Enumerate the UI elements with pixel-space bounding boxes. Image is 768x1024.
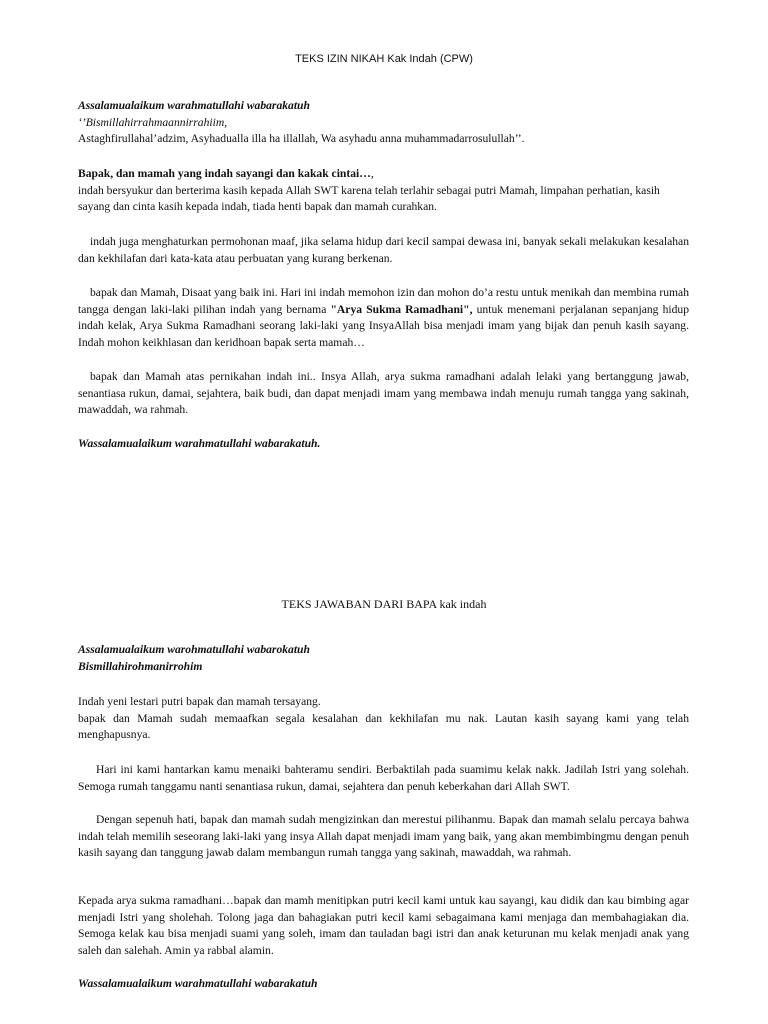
groom-name: "Arya Sukma Ramadhani",: [330, 302, 473, 316]
letter-paragraph-1: indah bersyukur dan berterima kasih kepada Allah SWT karena telah terlahir sebagai putri Mamah, limpahan perhatian, kasih sayang dan cinta kasih kepada indah, tiada henti bapak dan mamah curahkan.: [78, 183, 660, 213]
letter-paragraph-4: bapak dan Mamah atas pernikahan indah ini.. Insya Allah, arya sukma ramadhani adalah lelaki yang bertanggung jawab, senantiasa rukun, damai, sejahtera, baik budi, dan dapat menjadi imam yang membawa indah menuju rumah tangga yang sakinah, mawaddah, wa rahmah.: [78, 370, 689, 416]
letter-address: [78, 166, 689, 183]
reply-basmalah: Bismillahirohmanirrohim: [78, 659, 203, 673]
letter-greeting: Assalamualaikum warahmatullahi wabarakatuh: [78, 99, 310, 112]
letter-closing: Wassalamualaikum warahmatullahi wabarakatuh.: [78, 437, 321, 450]
letter-paragraph-3: [78, 285, 689, 351]
letter-title: TEKS IZIN NIKAH Kak Indah (CPW): [295, 53, 473, 65]
reply-paragraph-2: Hari ini kami hantarkan kamu menaiki bahteramu sendiri. Berbaktilah pada suamimu kelak nakk. Jadilah Istri yang solehah. Semoga rumah tanggamu nanti senantiasa rukun, damai, sejahtera dan penuh keberkahan dari Allah SWT.: [78, 763, 689, 793]
reply-paragraph-3: Dengan sepenuh hati, bapak dan mamah sudah mengizinkan dan merestui pilihanmu. Bapak dan mamah selalu percaya bahwa indah telah memilih seseorang laki-laki yang insya Allah dapat menjadi imam yang baik, yang akan membimbingmu dengan penuh kasih sayang dan tanggung jawab dalam membangun rumah tangga yang sakinah, mawaddah, wa rahmah.: [78, 813, 689, 859]
letter-address-tail: ,: [370, 167, 374, 180]
reply-paragraph-1-line-1: Indah yeni lestari putri bapak dan mamah tersayang.: [78, 695, 321, 708]
reply-paragraph-4: Kepada arya sukma ramadhani…bapak dan mamh menitipkan putri kecil kami untuk kau sayangi, kau didik dan kau bimbing agar menjadi Istri yang sholehah. Tolong jaga dan bahagiakan putri kecil kami sebagaimana kami menjaga dan membahagiakan dia. Semoga kelak kau bisa menjadi suami yang soleh, imam dan tauladan bagi istri dan anak keturunan mu kelak menjadi anak yang saleh dan salehah. Amin ya rabbal alamin.: [78, 894, 689, 957]
letter-istighfar: Astaghfirullahal’adzim, Asyhadualla illa ha illallah, Wa asyhadu anna muhammadarrosulullah’’.: [78, 132, 525, 145]
reply-opening: [78, 642, 689, 675]
letter-address-block: [78, 166, 689, 216]
letter-paragraph-3-b: untuk menemani perjalanan sepanjang hidup indah kelak, Arya Sukma Ramadhani seorang laki-laki yang InsyaAllah bisa menjadi imam yang bijak dan penuh kasih sayang. Indah mohon keikhlasan dan keridhoan bapak serta mamah…: [78, 302, 689, 349]
reply-greeting: Assalamualaikum warohmatullahi wabarokatuh: [78, 643, 310, 656]
reply-paragraph-1: [78, 694, 689, 744]
reply-title: TEKS JAWABAN DARI BAPA kak indah: [281, 597, 487, 611]
letter-basmalah: ‘’Bismillahirrahmaannirrahiim,: [78, 115, 228, 129]
letter-paragraph-2: indah juga menghaturkan permohonan maaf, jika selama hidup dari kecil sampai dewasa ini, banyak sekali melakukan kesalahan dan kekhilafan dari kata-kata atau perbuatan yang kurang berkenan.: [78, 235, 689, 265]
letter-paragraph-3-a: bapak dan Mamah, Disaat yang baik ini. Hari ini indah memohon izin dan mohon do’a restu untuk menikah dan membina rumah tangga dengan laki-laki pilihan indah yang bernama: [78, 286, 689, 316]
letter-address-text: Bapak, dan mamah yang indah sayangi dan kakak cintai…: [78, 167, 371, 180]
letter-opening: [78, 98, 689, 148]
reply-closing: Wassalamualaikum warahmatullahi wabarakatuh: [78, 977, 318, 990]
reply-paragraph-1-rest: bapak dan Mamah sudah memaafkan segala kesalahan dan kekhilafan mu nak. Lautan kasih sayang kami yang telah menghapusnya.: [78, 711, 689, 741]
